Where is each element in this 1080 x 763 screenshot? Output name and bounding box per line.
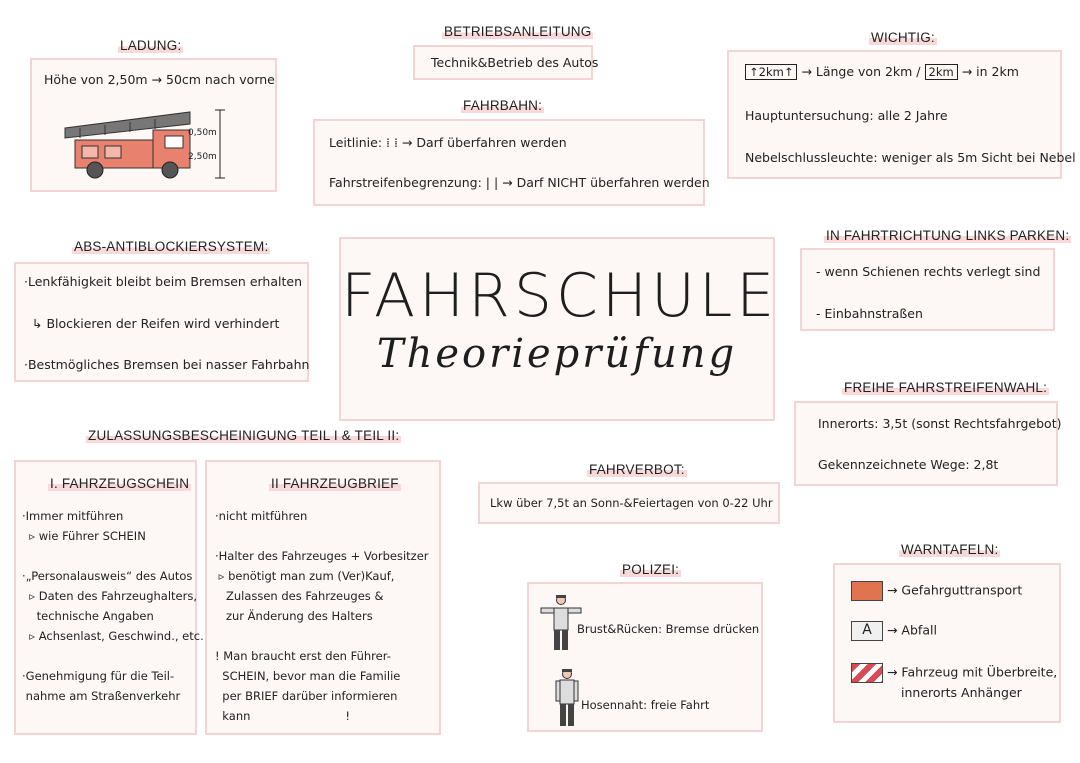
ladung-text: Höhe von 2,50m → 50cm nach vorne xyxy=(44,72,275,87)
orange-plate-icon xyxy=(851,581,883,601)
title-main: FAHRSCHULE xyxy=(341,261,779,331)
warntafel-gefahrgut-label: → Gefahrguttransport xyxy=(886,582,1023,598)
schein-line: ▹ Daten des Fahrzeughalters, xyxy=(22,589,198,603)
betrieb-box xyxy=(413,45,599,80)
abs-box xyxy=(14,262,309,382)
police-arms-down-icon xyxy=(553,668,581,730)
links-parken-line2: - Einbahnstraßen xyxy=(816,306,923,321)
brief-lines xyxy=(215,506,429,726)
warntafel-ueberbreite xyxy=(851,663,1057,683)
betrieb-heading: BETRIEBSANLEITUNG xyxy=(444,24,592,39)
warntafel-gefahrgut xyxy=(851,581,1022,601)
ladung-label-top: 0,50m xyxy=(188,128,217,138)
wichtig-line1-rest: → Länge von 2km / xyxy=(801,64,921,79)
brief-line: ▹ benötigt man zum (Ver)Kauf, xyxy=(215,569,395,583)
fahrverbot-heading: FAHRVERBOT: xyxy=(589,462,685,477)
schein-line: ▹ Achsenlast, Geschwind., etc. xyxy=(22,629,204,643)
schein-line: ▹ wie Führer SCHEIN xyxy=(22,529,146,543)
sign-2km-in: 2km xyxy=(925,64,958,80)
abfall-plate-icon: A xyxy=(851,621,883,641)
schein-line: ·Immer mitführen xyxy=(22,509,124,523)
fahrverbot-box xyxy=(478,482,780,524)
schein-lines xyxy=(22,506,204,706)
warntafel-ueberbreite-line2: innerorts Anhänger xyxy=(901,685,1022,700)
title-box xyxy=(339,237,779,421)
brief-line: per BRIEF darüber informieren xyxy=(215,689,398,703)
fire-truck-icon xyxy=(60,100,240,185)
brief-line xyxy=(215,526,429,546)
links-parken-box xyxy=(800,248,1055,331)
links-parken-line1: - wenn Schienen rechts verlegt sind xyxy=(816,264,1041,279)
warntafel-ueberbreite-label: → Fahrzeug mit Überbreite, xyxy=(886,664,1058,680)
fahrstreifen-line2: Gekennzeichnete Wege: 2,8t xyxy=(818,457,999,472)
schein-line: technische Angaben xyxy=(22,609,154,623)
fahrbahn-line2: Fahrstreifenbegrenzung: | | → Darf NICHT überfahren werden xyxy=(329,175,710,190)
brief-box xyxy=(205,460,441,735)
links-parken-heading: IN FAHRTRICHTUNG LINKS PARKEN: xyxy=(826,228,1070,243)
brief-line: Zulassen des Fahrzeuges & xyxy=(215,589,384,603)
brief-line: ! Man braucht erst den Führer- xyxy=(215,649,391,663)
wichtig-line1-end: → in 2km xyxy=(961,64,1019,79)
brief-line: ·Halter des Fahrzeuges + Vorbesitzer xyxy=(215,549,429,563)
polizei-line2: Hosennaht: freie Fahrt xyxy=(581,698,710,712)
abs-line2: ↳ Blockieren der Reifen wird verhindert xyxy=(32,316,280,331)
warntafel-abfall-label: → Abfall xyxy=(886,622,937,638)
schein-box xyxy=(14,460,204,735)
abs-line1: ·Lenkfähigkeit bleibt beim Bremsen erhalten xyxy=(24,274,303,289)
wichtig-heading: WICHTIG: xyxy=(871,30,935,45)
striped-plate-icon xyxy=(851,663,883,683)
fahrstreifen-heading: FREIHE FAHRSTREIFENWAHL: xyxy=(844,380,1048,395)
wichtig-line2: Hauptuntersuchung: alle 2 Jahre xyxy=(745,108,948,123)
warntafeln-box xyxy=(833,563,1061,723)
schein-heading: I. FAHRZEUGSCHEIN xyxy=(50,476,190,491)
fahrstreifen-box xyxy=(794,401,1062,486)
brief-line: kann ! xyxy=(215,709,351,723)
fahrbahn-heading: FAHRBAHN: xyxy=(463,98,543,113)
ladung-heading: LADUNG: xyxy=(120,38,182,53)
brief-line xyxy=(215,626,429,646)
schein-line xyxy=(22,646,204,666)
abs-line3: ·Bestmögliches Bremsen bei nasser Fahrbahn xyxy=(24,357,310,372)
fahrstreifen-line1: Innerorts: 3,5t (sonst Rechtsfahrgebot) xyxy=(818,416,1062,431)
polizei-box xyxy=(527,582,763,732)
brief-heading: II FAHRZEUGBRIEF xyxy=(271,476,399,491)
zulassung-heading: ZULASSUNGSBESCHEINIGUNG TEIL I & TEIL II: xyxy=(88,428,400,443)
polizei-line1: Brust&Rücken: Bremse drücken xyxy=(577,622,760,636)
fahrverbot-text: Lkw über 7,5t an Sonn-&Feiertagen von 0-22 Uhr xyxy=(490,496,773,510)
warntafel-abfall xyxy=(851,621,937,641)
ladung-label-bottom: 2,50m xyxy=(188,152,217,162)
schein-line xyxy=(22,546,204,566)
ladung-box xyxy=(30,58,277,192)
polizei-heading: POLIZEI: xyxy=(622,562,680,577)
title-sub: Theorieprüfung xyxy=(376,331,738,377)
fahrbahn-box xyxy=(313,119,710,206)
sign-2km-length: ↑2km↑ xyxy=(745,64,797,80)
wichtig-line3: Nebelschlussleuchte: weniger als 5m Sicht bei Nebel xyxy=(745,150,1076,165)
schein-line: nahme am Straßenverkehr xyxy=(22,689,181,703)
abs-heading: ABS-ANTIBLOCKIERSYSTEM: xyxy=(74,239,269,254)
betrieb-text: Technik&Betrieb des Autos xyxy=(431,55,599,70)
brief-line: zur Änderung des Halters xyxy=(215,609,373,623)
fahrbahn-line1: Leitlinie: ⁞ ⁞ → Darf überfahren werden xyxy=(329,135,567,150)
warntafeln-heading: WARNTAFELN: xyxy=(901,542,999,557)
schein-line: ·„Personalausweis“ des Autos xyxy=(22,569,193,583)
schein-line: ·Genehmigung für die Teil- xyxy=(22,669,175,683)
wichtig-box xyxy=(727,50,1076,179)
brief-line: ·nicht mitführen xyxy=(215,509,308,523)
wichtig-line1 xyxy=(745,64,1019,80)
brief-line: SCHEIN, bevor man die Familie xyxy=(215,669,401,683)
